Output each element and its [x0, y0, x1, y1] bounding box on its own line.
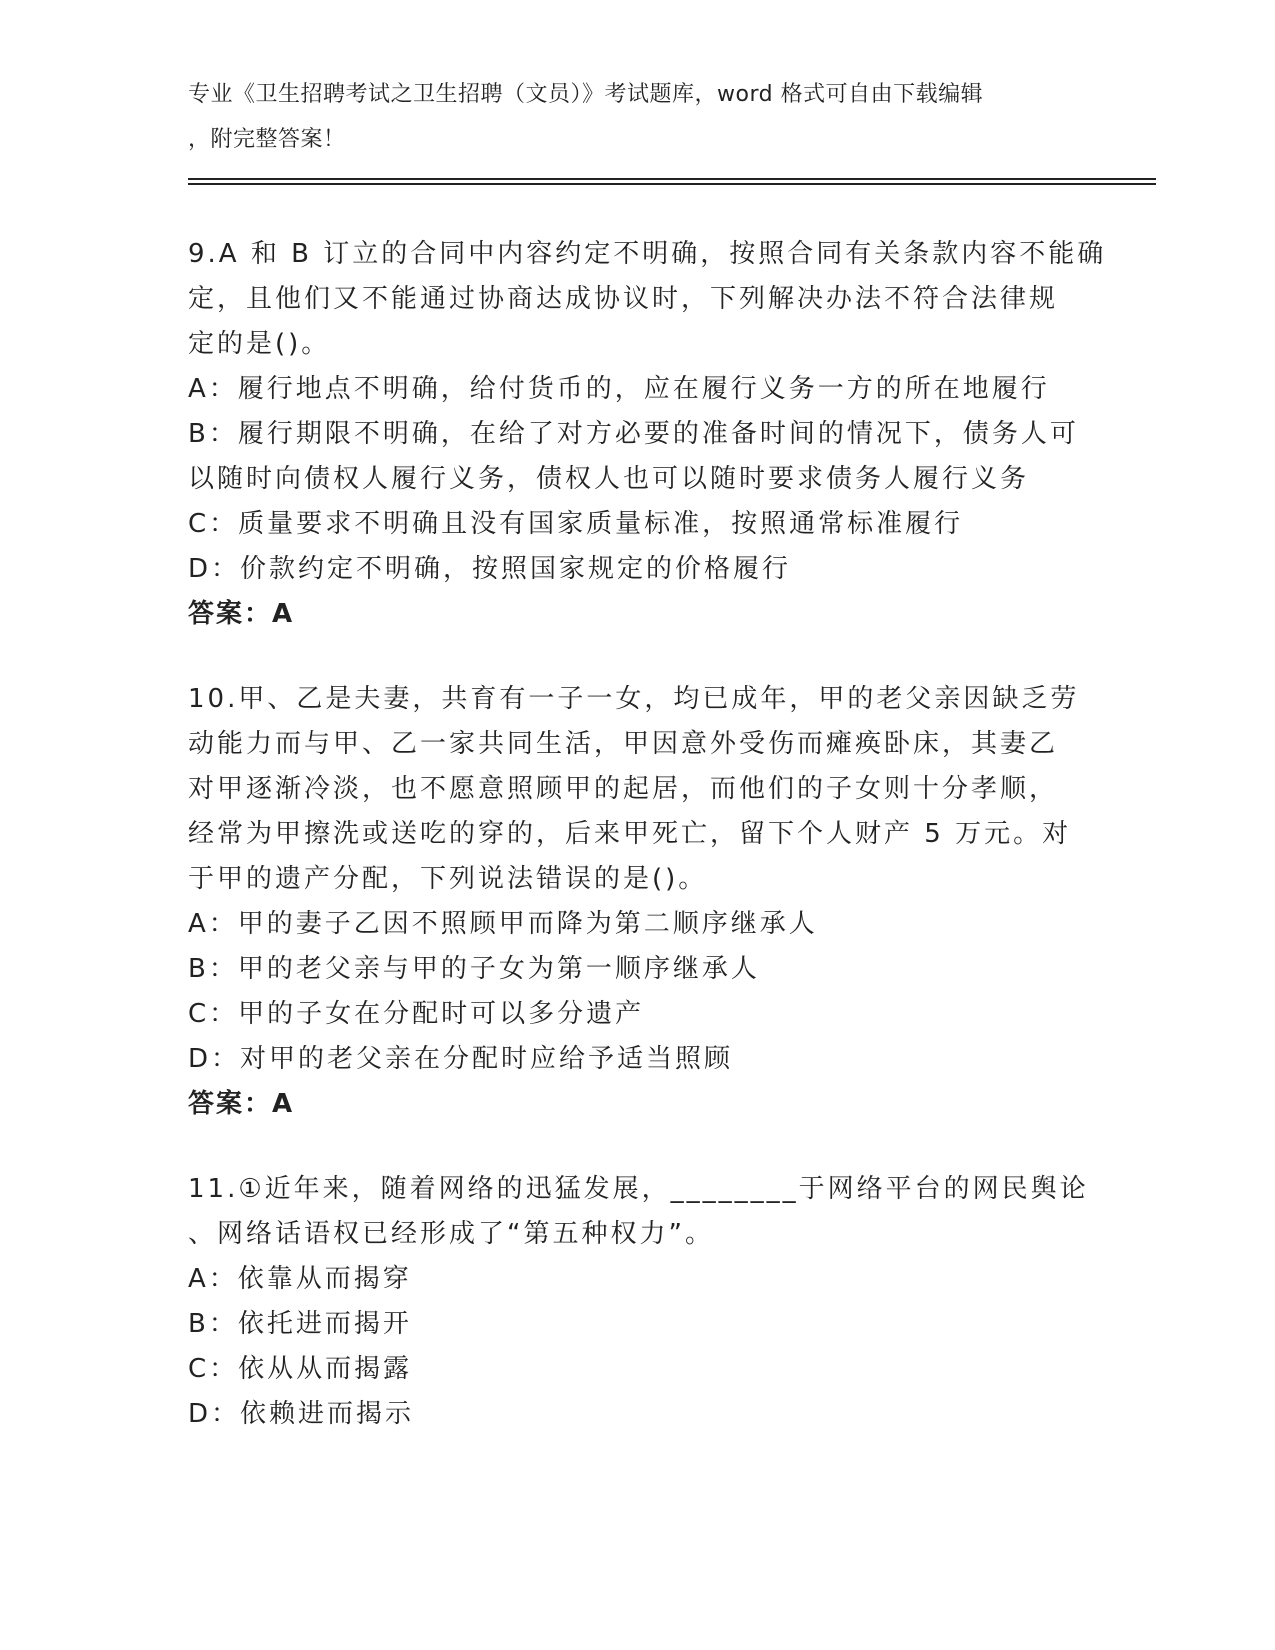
option-a: A：履行地点不明确，给付货币的，应在履行义务一方的所在地履行 [188, 374, 1050, 404]
option-c: C：甲的子女在分配时可以多分遗产 [188, 999, 645, 1029]
question-text: 定，且他们又不能通过协商达成协议时，下列解决办法不符合法律规 [188, 284, 1059, 314]
question-text: 动能力而与甲、乙一家共同生活，甲因意外受伤而瘫痪卧床，其妻乙 [188, 729, 1059, 759]
option-c: C：依从从而揭露 [188, 1354, 413, 1384]
option-d: D：依赖进而揭示 [188, 1399, 415, 1429]
header-line-1: 专业《卫生招聘考试之卫生招聘（文员）》考试题库，word 格式可自由下载编辑 [188, 82, 984, 107]
question-10 [188, 677, 1088, 1127]
question-text: 于甲的遗产分配，下列说法错误的是()。 [188, 864, 708, 894]
question-text: 定的是()。 [188, 329, 331, 359]
question-11 [188, 1167, 1088, 1437]
answer-label: 答案：A [188, 599, 295, 629]
question-list [188, 232, 1107, 1477]
option-c: C：质量要求不明确且没有国家质量标准，按照通常标准履行 [188, 509, 964, 539]
question-text: 11.①近年来，随着网络的迅猛发展，________于网络平台的网民舆论 [188, 1174, 1089, 1204]
answer-label: 答案：A [188, 1089, 295, 1119]
question-text: 9.A 和 B 订立的合同中内容约定不明确，按照合同有关条款内容不能确 [188, 239, 1107, 269]
header-line-2: ，附完整答案！ [188, 127, 346, 152]
option-a: A：依靠从而揭穿 [188, 1264, 412, 1294]
option-b: B：甲的老父亲与甲的子女为第一顺序继承人 [188, 954, 760, 984]
option-d: D：价款约定不明确，按照国家规定的价格履行 [188, 554, 792, 584]
question-9 [188, 232, 1107, 637]
option-d: D：对甲的老父亲在分配时应给予适当照顾 [188, 1044, 734, 1074]
question-text: 、网络话语权已经形成了“第五种权力”。 [188, 1219, 714, 1249]
document-header [188, 72, 1088, 162]
header-divider-top [188, 178, 1156, 180]
option-b-continued: 以随时向债权人履行义务，债权人也可以随时要求债务人履行义务 [188, 464, 1030, 494]
option-a: A：甲的妻子乙因不照顾甲而降为第二顺序继承人 [188, 909, 818, 939]
question-text: 对甲逐渐冷淡，也不愿意照顾甲的起居，而他们的子女则十分孝顺， [188, 774, 1059, 804]
question-text: 10.甲、乙是夫妻，共育有一子一女，均已成年，甲的老父亲因缺乏劳 [188, 684, 1080, 714]
question-text: 经常为甲擦洗或送吃的穿的，后来甲死亡，留下个人财产 5 万元。对 [188, 819, 1072, 849]
option-b: B：依托进而揭开 [188, 1309, 412, 1339]
header-divider-bottom [188, 183, 1156, 185]
option-b: B：履行期限不明确，在给了对方必要的准备时间的情况下，债务人可 [188, 419, 1079, 449]
